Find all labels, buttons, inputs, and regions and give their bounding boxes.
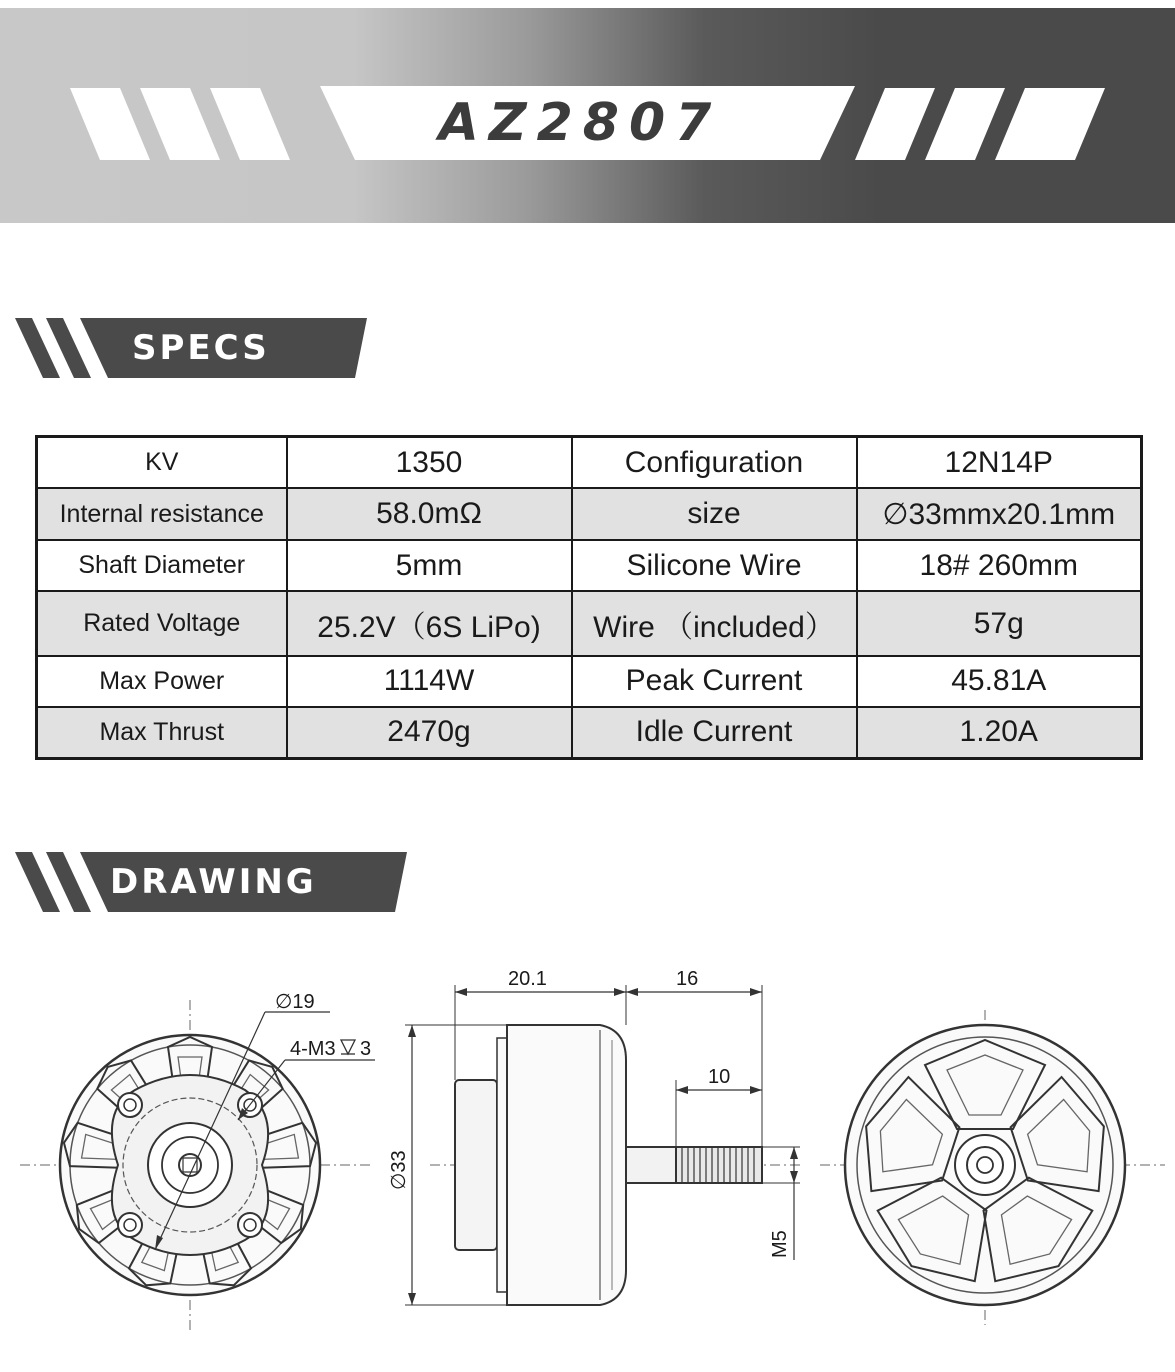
dim-diameter: ∅33 — [388, 1150, 410, 1190]
spec-label: size — [572, 488, 857, 540]
spec-label: Rated Voltage — [37, 591, 287, 656]
spec-label: Peak Current — [572, 656, 857, 707]
spec-label: Internal resistance — [37, 488, 287, 540]
dim-screw-depth: 3 — [360, 1038, 372, 1060]
table-row — [37, 707, 1142, 759]
spec-label: KV — [37, 437, 287, 489]
top-view — [820, 1010, 1165, 1325]
spec-label: Idle Current — [572, 707, 857, 759]
spec-value: 57g — [857, 591, 1142, 656]
specs-section-header — [10, 318, 370, 378]
specs-section-title: SPECS — [132, 328, 270, 368]
dim-shaft: 16 — [676, 968, 699, 990]
spec-value: 12N14P — [857, 437, 1142, 489]
dim-bolt-circle: ∅19 — [275, 991, 315, 1013]
spec-value: 2470g — [287, 707, 572, 759]
spec-label: Wire （included） — [572, 591, 857, 656]
spec-label: Shaft Diameter — [37, 540, 287, 591]
depth-symbol-icon — [341, 1040, 355, 1054]
spec-value: 18# 260mm — [857, 540, 1142, 591]
spec-value: ∅33mmx20.1mm — [857, 488, 1142, 540]
spec-label: Silicone Wire — [572, 540, 857, 591]
side-view — [388, 968, 800, 1305]
dim-length: 20.1 — [508, 968, 547, 990]
product-title: AZ2807 — [438, 93, 722, 153]
spec-value: 58.0mΩ — [287, 488, 572, 540]
drawing-section-header — [10, 852, 410, 912]
bottom-view — [20, 991, 375, 1330]
specs-table — [35, 435, 1143, 760]
table-row — [37, 656, 1142, 707]
table-row — [37, 437, 1142, 489]
dim-thread: 10 — [708, 1066, 731, 1088]
spec-value: 5mm — [287, 540, 572, 591]
drawing-section-title: DRAWING — [110, 862, 317, 902]
spec-value: 1114W — [287, 656, 572, 707]
technical-drawing — [0, 940, 1175, 1360]
spec-value: 1.20A — [857, 707, 1142, 759]
spec-value: 25.2V（6S LiPo) — [287, 591, 572, 656]
header-banner — [0, 8, 1175, 223]
spec-label: Max Power — [37, 656, 287, 707]
spec-value: 1350 — [287, 437, 572, 489]
table-row — [37, 591, 1142, 656]
table-row — [37, 488, 1142, 540]
dim-screw: 4-M3 — [290, 1038, 336, 1060]
table-row — [37, 540, 1142, 591]
spec-label: Max Thrust — [37, 707, 287, 759]
spec-value: 45.81A — [857, 656, 1142, 707]
spec-label: Configuration — [572, 437, 857, 489]
dim-thread-size: M5 — [769, 1230, 791, 1258]
